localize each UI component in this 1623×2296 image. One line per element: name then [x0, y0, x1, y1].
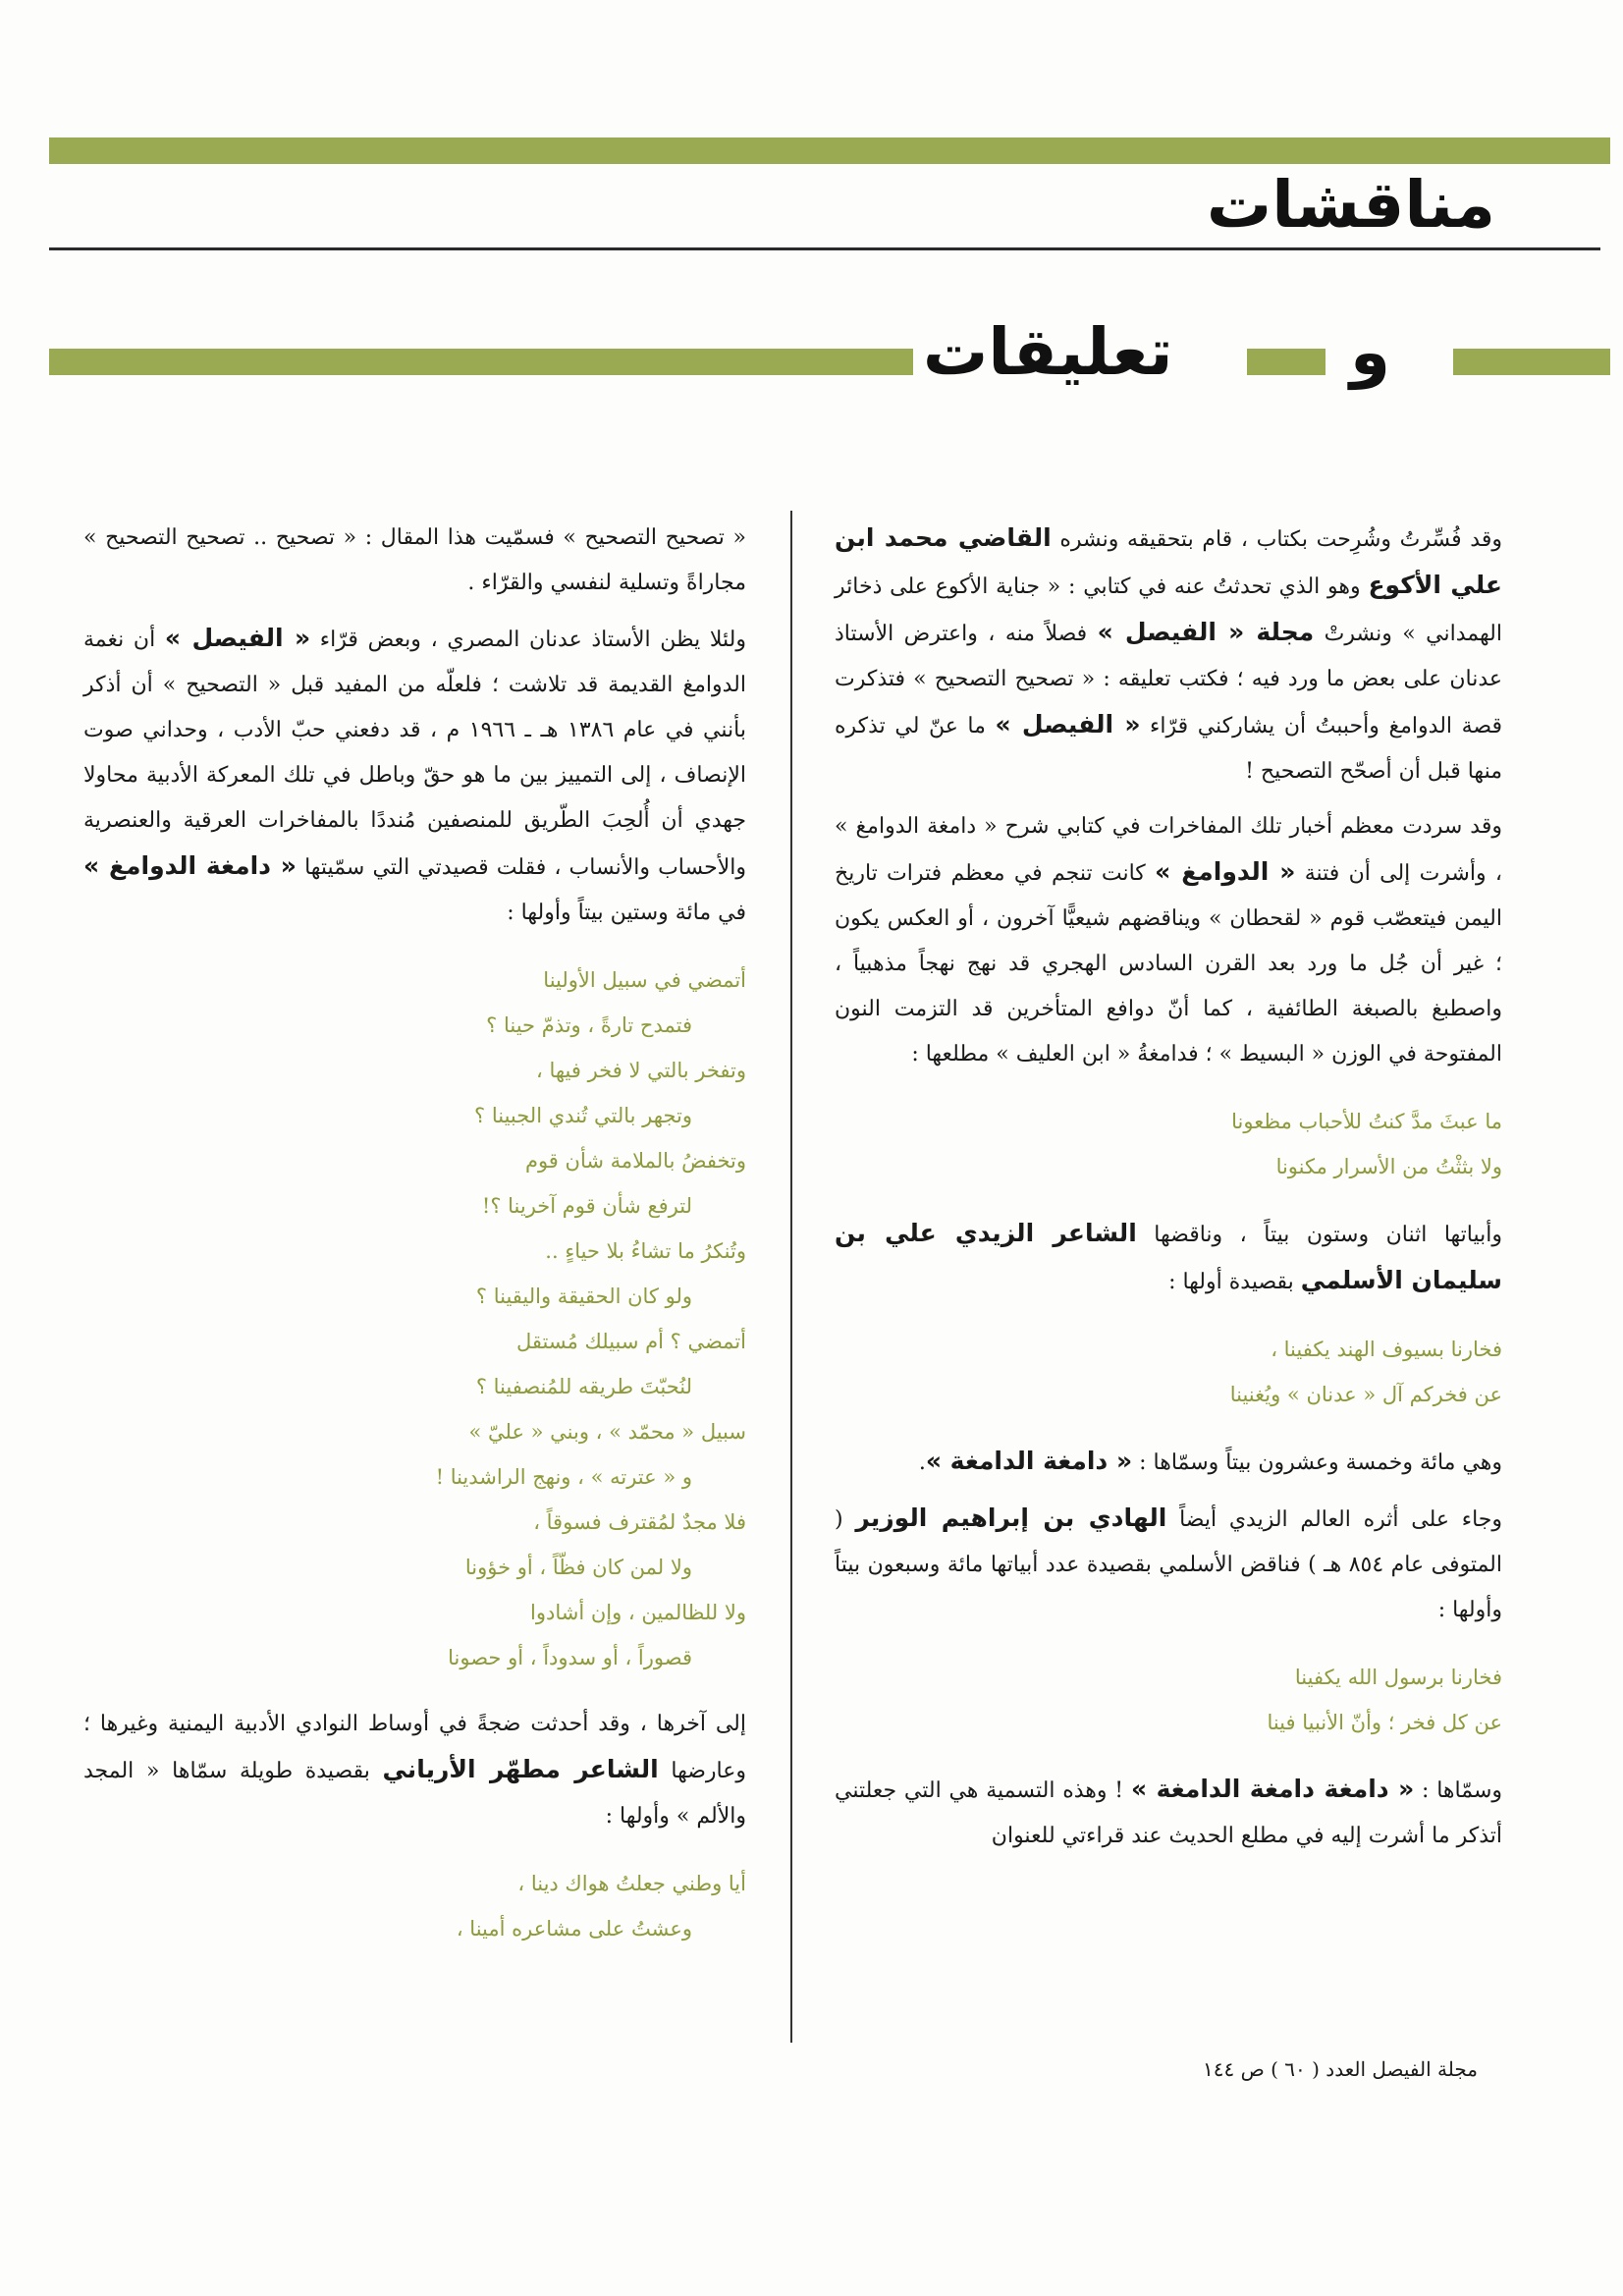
- bold-name: « الفيصل »: [164, 624, 311, 652]
- text: بقصيدة أولها :: [1168, 1270, 1301, 1294]
- poem-line: عن كل فخر ؛ وأنّ الأنبيا فينا: [1267, 1711, 1502, 1734]
- bold-name: الهادي بن إبراهيم الوزير: [855, 1503, 1167, 1532]
- paragraph: [835, 1767, 1502, 1859]
- paragraph: [835, 1211, 1502, 1305]
- poem-line: وتُنكرُ ما تشاءُ بلا حياءٍ ..: [545, 1239, 746, 1263]
- text: وأبياتها اثنان وستون بيتاً ، وناقضها: [1136, 1223, 1502, 1247]
- top-color-band: [49, 137, 1610, 164]
- paragraph: [835, 1496, 1502, 1633]
- paragraph: [835, 516, 1502, 794]
- poem-line: وعشتُ على مشاعره أمينا ،: [456, 1917, 692, 1941]
- text: وقد فُسِّرتُ وشُرِحت بكتاب ، قام بتحقيقه ونشره: [1051, 527, 1502, 552]
- text: فصلاً منه ، واعترض الأستاذ عدنان على بعض ما ورد فيه ؛ فكتب تعليقه : « تصحيح التصحيح » فتذكرت قصة الدوامغ وأحببتُ أن يشاركني قرّاء: [835, 622, 1502, 738]
- poem-line: لترفع شأن قوم آخرينا ؟!: [481, 1194, 692, 1218]
- text: ! وهذه التسمية هي التي جعلتني أتذكر ما أشرت إليه في مطلع الحديث عند قراءتي للعنوان: [835, 1778, 1502, 1848]
- poem-line: فلا مجدٌ لمُقترف فسوقاً ،: [533, 1510, 746, 1534]
- poem-line: لنُحبّتَ طريقه للمُنصفينا ؟: [475, 1375, 692, 1398]
- article-column-right: [835, 516, 1502, 1869]
- poem-line: فخارنا برسول الله يكفينا: [1294, 1666, 1502, 1689]
- poem-line: وتخفضُ بالملامة شأن قوم: [524, 1149, 746, 1173]
- middle-color-band-left: [49, 349, 913, 375]
- text: وجاء على أثره العالم الزيدي أيضاً: [1166, 1507, 1502, 1532]
- text: بقصيدة طويلة سمّاها « المجد والألم » وأولها :: [83, 1759, 746, 1829]
- middle-color-band-right: [1453, 349, 1610, 375]
- bold-name: « الفيصل »: [995, 710, 1141, 738]
- bold-name: مجلة « الفيصل »: [1097, 618, 1315, 646]
- poem-line: ولو كان الحقيقة واليقينا ؟: [475, 1285, 692, 1308]
- bold-name: « دامغة الدوامغ »: [83, 851, 297, 880]
- poem: [83, 957, 746, 1680]
- poem-line: وتجهر بالتي تُندي الجبينا ؟: [474, 1104, 692, 1127]
- column-divider: [790, 511, 792, 2043]
- text: وهي مائة وخمسة وعشرون بيتاً وسمّاها :: [1132, 1450, 1502, 1475]
- section-title-comments: تعليقات: [923, 314, 1173, 390]
- section-title-and: و: [1350, 314, 1391, 390]
- bold-name: « دامغة الدامغة »: [925, 1447, 1133, 1475]
- poem: [83, 1861, 746, 1951]
- text: وسمّاها :: [1414, 1778, 1503, 1803]
- bold-name: « دامغة دامغة الدامغة »: [1130, 1775, 1415, 1803]
- bold-name: الشاعر الزيدي علي بن سليمان الأسلمي: [835, 1219, 1502, 1294]
- poem-line: وتفخر بالتي لا فخر فيها ،: [536, 1059, 746, 1082]
- header-rule: [49, 247, 1600, 250]
- poem: [835, 1327, 1502, 1417]
- paragraph: [83, 616, 746, 936]
- poem-line: ولا لمن كان فظّاً ، أو خؤونا: [464, 1556, 692, 1579]
- text: إلى آخرها ، وقد أحدثت ضجةً في أوساط النوادي الأدبية اليمنية وغيرها ؛ وعارضها: [83, 1712, 746, 1783]
- page-footer: مجلة الفيصل العدد ( ٦٠ ) ص ١٤٤: [1203, 2057, 1478, 2081]
- text: .: [918, 1450, 926, 1475]
- poem-line: ما عبثَ مدَّ كنتُ للأحباب مظعونا: [1231, 1110, 1502, 1133]
- poem: [835, 1655, 1502, 1745]
- poem-line: فتمدح تارةً ، وتذمّ حينا ؟: [486, 1013, 692, 1037]
- poem-line: عن فخركم آل « عدنان » ويُغنينا: [1229, 1383, 1502, 1406]
- poem-line: أتمضي ؟ أم سبيلك مُستقل: [516, 1330, 746, 1353]
- bold-name: الشاعر مطهّر الأرياني: [382, 1755, 659, 1783]
- text: كانت تنجم في معظم فترات تاريخ اليمن فيتعصّب قوم « لقحطان » ويناقضهم شيعيًّا آخرون ، أو العكس يكون ؛ غير أن جُل ما ورد بعد القرن السادس الهجري قد نهج نهجاً مذهبياً ، واصطبغ بالصبغة الطائفية ، كما أنّ دوافع المتأخرين قد التزمت النون المفتوحة في الوزن « البسيط » ؛ فدامغةُ « ابن العليف » مطلعها :: [835, 861, 1502, 1066]
- text: وقد سردت معظم أخبار تلك المفاخرات في كتابي شرح « دامغة الدوامغ » ، وأشرت إلى أن فتنة: [835, 814, 1502, 886]
- text: ما عنّ لي تذكره منها قبل أن أصحّح التصحيح !: [835, 714, 1502, 784]
- article-column-left: [83, 516, 746, 1973]
- poem-line: ولا بثثْتُ من الأسرار مكنونا: [1275, 1155, 1502, 1178]
- section-title-discussions: مناقشات: [1206, 167, 1495, 243]
- bold-name: « الدوامغ »: [1155, 857, 1296, 886]
- poem-line: قصوراً ، أو سدوداً ، أو حصونا: [448, 1646, 692, 1669]
- poem-line: أتمضي في سبيل الأولينا: [543, 968, 746, 992]
- paragraph: [835, 1439, 1502, 1486]
- paragraph: « تصحيح التصحيح » فسمّيت هذا المقال : « تصحيح .. تصحيح التصحيح » مجاراةً وتسلية لنفسي والقرّاء .: [83, 525, 746, 595]
- middle-color-band-center: [1247, 349, 1325, 375]
- poem-line: ولا للظالمين ، وإن أشادوا: [530, 1601, 746, 1624]
- text: ( المتوفى عام ٨٥٤ هـ ) فناقض الأسلمي بقصيدة عدد أبياتها مائة وسبعون بيتاً وأولها :: [835, 1507, 1502, 1622]
- text: وهو الذي تحدثتُ عنه في كتابي : « جناية الأكوع على ذخائر الهمداني » ونشرتْ: [835, 574, 1502, 646]
- text: ولئلا يظن الأستاذ عدنان المصري ، وبعض قرّاء: [310, 628, 747, 652]
- text: أن نغمة الدوامغ القديمة قد تلاشت ؛ فلعلّه من المفيد قبل « التصحيح » أن أذكر بأنني في عام ١٣٨٦ هـ ـ ١٩٦٦ م ، قد دفعني حبّ الأدب ، وحداني صوت الإنصاف ، إلى التمييز بين ما هو حقّ وباطل في تلك المعركة الأدبية محاولا جهدي أن أُلحِبَ الطّريق للمنصفين مُنددًا بالمفاخرات العرقية والعنصرية والأحساب والأنساب ، فقلت قصيدتي التي سمّيتها: [83, 628, 747, 880]
- poem-line: سبيل « محمّد » ، وبني « عليّ »: [468, 1420, 746, 1444]
- text: في مائة وستين بيتاً وأولها :: [507, 901, 746, 925]
- poem-line: فخارنا بسيوف الهند يكفينا ،: [1271, 1338, 1502, 1361]
- paragraph: [835, 804, 1502, 1077]
- bold-name: القاضي محمد ابن علي الأكوع: [835, 523, 1502, 599]
- poem-line: أيا وطني جعلتُ هواك دينا ،: [517, 1872, 746, 1895]
- poem-line: و « عترته » ، ونهج الراشدينا !: [435, 1465, 692, 1489]
- poem: [835, 1099, 1502, 1189]
- paragraph: [83, 1702, 746, 1839]
